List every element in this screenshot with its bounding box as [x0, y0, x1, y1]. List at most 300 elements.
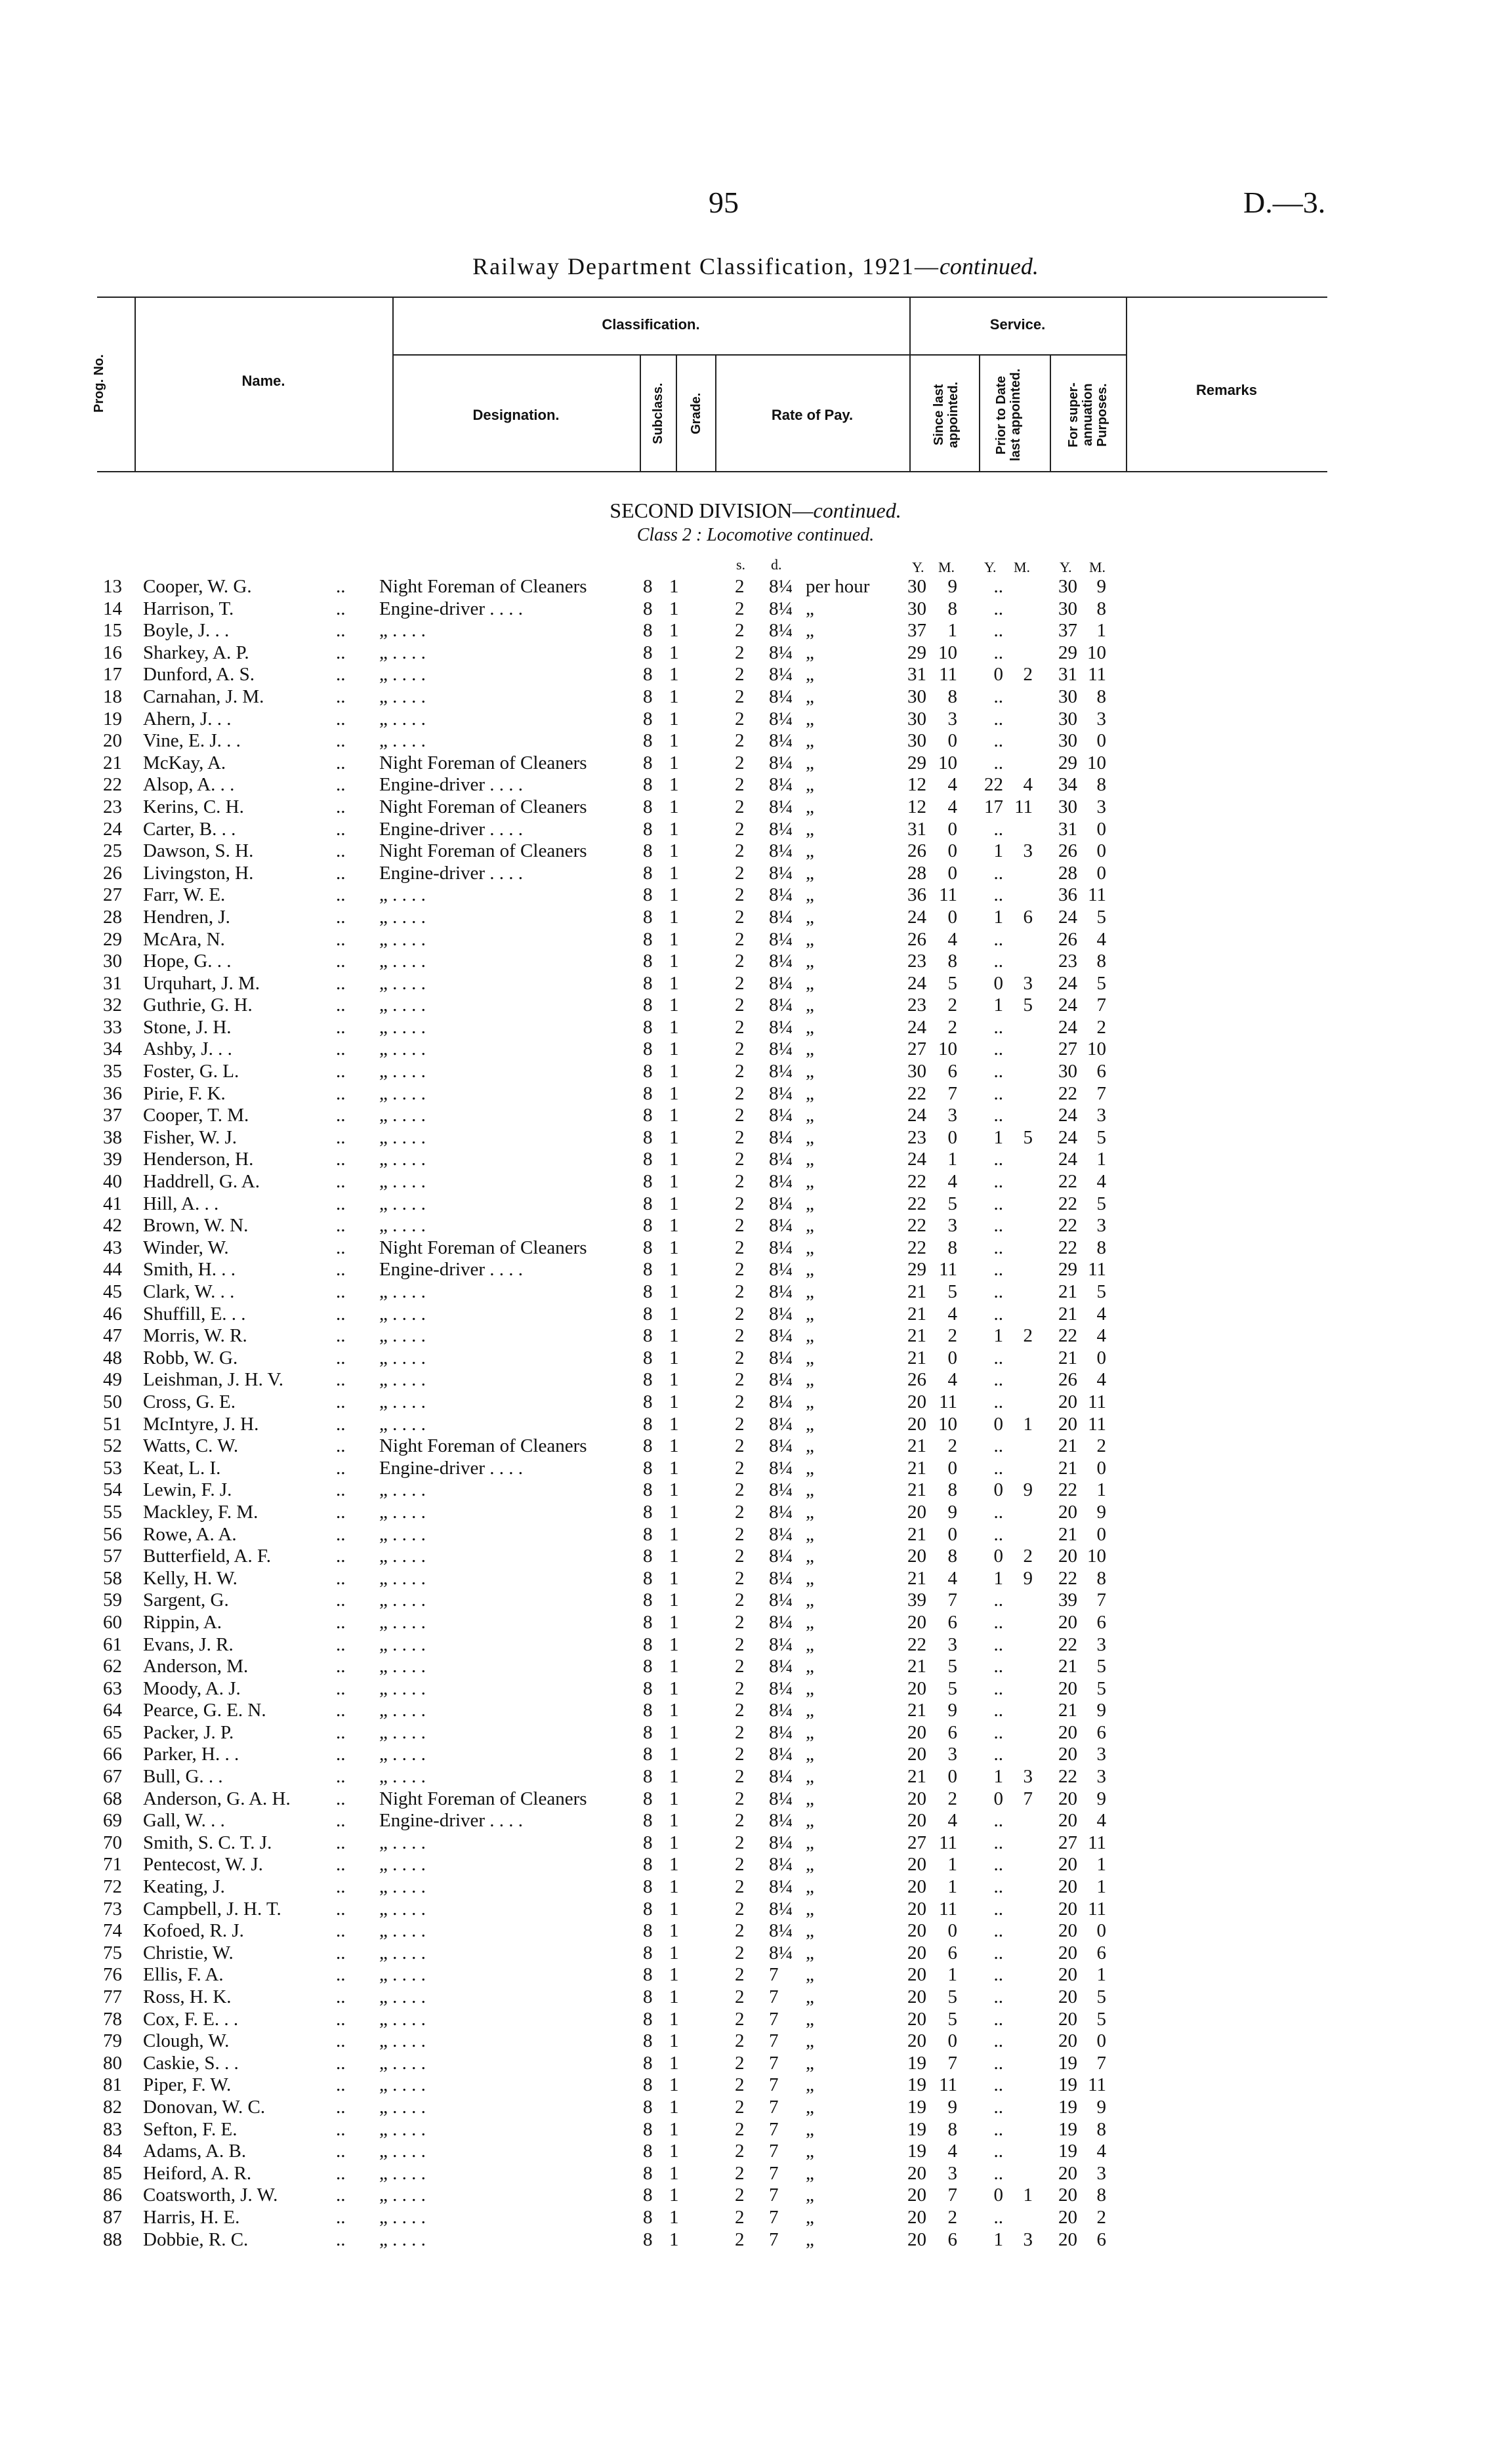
- leader-dots: ..: [336, 2008, 346, 2030]
- since-years: 29: [907, 752, 926, 773]
- leader-dots: ..: [336, 1700, 346, 1721]
- prior-years: ..: [993, 1700, 1003, 1721]
- table-row: [0, 1369, 1511, 1391]
- super-months: 1: [1096, 1854, 1106, 1876]
- staff-name: Kerins, C. H.: [143, 796, 244, 817]
- staff-table-body: [0, 576, 1511, 2251]
- since-months: 0: [947, 1920, 957, 1942]
- subclass: 8: [643, 1105, 653, 1126]
- subclass: 8: [643, 1942, 653, 1963]
- grade: 1: [669, 1369, 679, 1391]
- service-header: Service.: [989, 316, 1046, 333]
- since-months: 4: [947, 1567, 957, 1589]
- prog-no: 65: [103, 1721, 122, 1743]
- pay-pence: 8¼: [769, 642, 793, 663]
- table-row: [0, 1634, 1511, 1656]
- since-months: 5: [947, 972, 957, 994]
- grade: 1: [669, 928, 679, 950]
- pay-pence: 8¼: [769, 1744, 793, 1765]
- staff-name: Carnahan, J. M.: [143, 686, 264, 707]
- table-row: [0, 1193, 1511, 1216]
- subclass: 8: [643, 752, 653, 773]
- subclass: 8: [643, 708, 653, 729]
- pay-pence: 8¼: [769, 1523, 793, 1545]
- divider: [640, 354, 641, 472]
- grade: 1: [669, 1590, 679, 1611]
- super-years: 29: [1058, 752, 1077, 773]
- service-rule: [909, 354, 1126, 356]
- since-years: 21: [907, 1457, 926, 1479]
- table-row: [0, 774, 1511, 796]
- pay-period: „: [806, 642, 814, 663]
- since-months: 8: [947, 598, 957, 619]
- since-years: 21: [907, 1700, 926, 1721]
- subclass: 8: [643, 1656, 653, 1677]
- super-years: 20: [1058, 1413, 1077, 1435]
- staff-name: Donovan, W. C.: [143, 2096, 266, 2118]
- leader-dots: ..: [336, 1457, 346, 1479]
- prior-years: ..: [993, 1721, 1003, 1743]
- grade: 1: [669, 1721, 679, 1743]
- subclass: 8: [643, 1876, 653, 1898]
- pay-pence: 8¼: [769, 1413, 793, 1435]
- prog-no: 41: [103, 1193, 122, 1214]
- grade: 1: [669, 1546, 679, 1567]
- table-row: [0, 1325, 1511, 1347]
- leader-dots: ..: [336, 1126, 346, 1148]
- staff-name: Mackley, F. M.: [143, 1501, 259, 1523]
- pay-period: „: [806, 2118, 814, 2140]
- super-months: 1: [1096, 620, 1106, 642]
- subclass: 8: [643, 1567, 653, 1589]
- table-row: [0, 1766, 1511, 1788]
- super-months: 7: [1096, 995, 1106, 1016]
- since-years: 21: [907, 1325, 926, 1347]
- super-years: 21: [1058, 1700, 1077, 1721]
- table-row: [0, 884, 1511, 907]
- designation: „ . . . .: [379, 1149, 426, 1170]
- staff-name: Anderson, M.: [143, 1656, 249, 1677]
- super-years: 26: [1058, 1369, 1077, 1391]
- since-months: 8: [947, 1237, 957, 1258]
- prior-years: ..: [993, 1215, 1003, 1237]
- table-row: [0, 2097, 1511, 2119]
- prior-years: 1: [993, 906, 1003, 928]
- prog-no: 82: [103, 2096, 122, 2118]
- grade: 1: [669, 1964, 679, 1986]
- pay-pence: 8¼: [769, 796, 793, 817]
- prog-no: 19: [103, 708, 122, 729]
- pay-period: „: [806, 1700, 814, 1721]
- since-months: 2: [947, 1788, 957, 1809]
- table-row: [0, 1127, 1511, 1149]
- table-row: [0, 1347, 1511, 1370]
- super-years: 34: [1058, 774, 1077, 796]
- pay-shillings: 2: [735, 1854, 745, 1876]
- pay-period: „: [806, 1215, 814, 1237]
- prior-years: ..: [993, 1061, 1003, 1082]
- pay-period: „: [806, 1303, 814, 1324]
- table-row: [0, 907, 1511, 929]
- designation: Engine-driver . . . .: [379, 774, 524, 796]
- since-years: 21: [907, 1656, 926, 1677]
- pay-period: „: [806, 2052, 814, 2074]
- pay-pence: 7: [769, 2118, 779, 2140]
- super-months: 4: [1096, 1810, 1106, 1832]
- designation: Night Foreman of Cleaners: [379, 1788, 587, 1809]
- prior-years: ..: [993, 1677, 1003, 1699]
- staff-name: Anderson, G. A. H.: [143, 1788, 291, 1809]
- prior-years: ..: [993, 1193, 1003, 1214]
- subclass: 8: [643, 796, 653, 817]
- prog-no: 34: [103, 1038, 122, 1060]
- grade: 1: [669, 2141, 679, 2162]
- unit-shillings: s.: [736, 556, 746, 573]
- since-months: 5: [947, 1986, 957, 2007]
- subclass: 8: [643, 1898, 653, 1920]
- class-heading: Class 2 : Locomotive continued.: [636, 525, 875, 545]
- leader-dots: ..: [336, 1567, 346, 1589]
- since-years: 20: [907, 1876, 926, 1898]
- since-months: 0: [947, 840, 957, 862]
- since-years: 20: [907, 1920, 926, 1942]
- super-months: 0: [1096, 862, 1106, 884]
- pay-pence: 7: [769, 2228, 779, 2250]
- grade: 1: [669, 884, 679, 906]
- pay-period: „: [806, 2185, 814, 2206]
- super-months: 4: [1096, 1369, 1106, 1391]
- table-row: [0, 1810, 1511, 1832]
- since-years: 20: [907, 1611, 926, 1633]
- prior-years: 1: [993, 840, 1003, 862]
- grade: 1: [669, 620, 679, 642]
- remarks-header: Remarks: [1196, 382, 1257, 398]
- since-months: 4: [947, 2141, 957, 2162]
- prior-years: 0: [993, 2185, 1003, 2206]
- pay-pence: 8¼: [769, 1832, 793, 1853]
- pay-shillings: 2: [735, 1391, 745, 1412]
- designation: Night Foreman of Cleaners: [379, 840, 587, 862]
- pay-pence: 8¼: [769, 906, 793, 928]
- unit-months: M.: [1089, 559, 1106, 575]
- super-months: 10: [1087, 1546, 1106, 1567]
- designation: „ . . . .: [379, 884, 426, 906]
- since-years: 24: [907, 1016, 926, 1038]
- prior-years: 0: [993, 1479, 1003, 1501]
- pay-shillings: 2: [735, 1546, 745, 1567]
- prog-no: 74: [103, 1920, 122, 1942]
- pay-shillings: 2: [735, 2052, 745, 2074]
- prior-years: ..: [993, 1435, 1003, 1457]
- pay-pence: 8¼: [769, 1016, 793, 1038]
- pay-period: „: [806, 1038, 814, 1060]
- since-months: 6: [947, 1611, 957, 1633]
- pay-shillings: 2: [735, 928, 745, 950]
- designation: „ . . . .: [379, 2141, 426, 2162]
- super-months: 11: [1088, 1413, 1106, 1435]
- subclass: 8: [643, 1479, 653, 1501]
- pay-shillings: 2: [735, 1766, 745, 1788]
- prior-months: 3: [1023, 972, 1033, 994]
- grade: 1: [669, 1898, 679, 1920]
- staff-name: Ashby, J. . .: [143, 1038, 232, 1060]
- since-years: 20: [907, 1744, 926, 1765]
- table-row: [0, 2009, 1511, 2031]
- designation: Engine-driver . . . .: [379, 862, 524, 884]
- staff-name: Vine, E. J. . .: [143, 730, 241, 752]
- prog-no: 68: [103, 1788, 122, 1809]
- since-years: 23: [907, 951, 926, 972]
- table-row: [0, 1304, 1511, 1326]
- prog-no: 18: [103, 686, 122, 707]
- prior-years: ..: [993, 2162, 1003, 2184]
- prior-years: ..: [993, 642, 1003, 663]
- subclass: 8: [643, 1325, 653, 1347]
- prior-months: 4: [1023, 774, 1033, 796]
- leader-dots: ..: [336, 1766, 346, 1788]
- grade: 1: [669, 730, 679, 752]
- since-months: 10: [938, 642, 957, 663]
- since-years: 21: [907, 1303, 926, 1324]
- since-years: 19: [907, 2096, 926, 2118]
- pay-pence: 8¼: [769, 928, 793, 950]
- prog-no: 64: [103, 1700, 122, 1721]
- subclass: 8: [643, 1677, 653, 1699]
- pay-period: „: [806, 2206, 814, 2228]
- designation: „ . . . .: [379, 1038, 426, 1060]
- prior-months: 3: [1023, 1766, 1033, 1788]
- pay-shillings: 2: [735, 1700, 745, 1721]
- since-years: 20: [907, 1677, 926, 1699]
- prior-years: 1: [993, 1766, 1003, 1788]
- pay-period: „: [806, 1016, 814, 1038]
- prog-no: 49: [103, 1369, 122, 1391]
- subclass: 8: [643, 1149, 653, 1170]
- designation: Night Foreman of Cleaners: [379, 752, 587, 773]
- pay-shillings: 2: [735, 995, 745, 1016]
- super-years: 30: [1058, 598, 1077, 619]
- staff-name: Cooper, T. M.: [143, 1105, 249, 1126]
- staff-name: Guthrie, G. H.: [143, 995, 253, 1016]
- super-months: 0: [1096, 1920, 1106, 1942]
- subclass: 8: [643, 1986, 653, 2007]
- prior-years: 1: [993, 1567, 1003, 1589]
- since-years: 26: [907, 840, 926, 862]
- prior-years: ..: [993, 1744, 1003, 1765]
- prior-years: ..: [993, 576, 1003, 597]
- table-row: [0, 1678, 1511, 1700]
- table-row: [0, 664, 1511, 686]
- since-years: 24: [907, 906, 926, 928]
- leader-dots: ..: [336, 1413, 346, 1435]
- pay-shillings: 2: [735, 642, 745, 663]
- grade: 1: [669, 1766, 679, 1788]
- staff-name: Cooper, W. G.: [143, 576, 252, 597]
- since-years: 29: [907, 1259, 926, 1281]
- pay-pence: 7: [769, 2074, 779, 2096]
- grade: 1: [669, 1435, 679, 1457]
- staff-name: Boyle, J. . .: [143, 620, 230, 642]
- pay-pence: 8¼: [769, 1082, 793, 1104]
- pay-period: „: [806, 1259, 814, 1281]
- super-years: 22: [1058, 1215, 1077, 1237]
- leader-dots: ..: [336, 664, 346, 686]
- pay-shillings: 2: [735, 1656, 745, 1677]
- super-months: 9: [1096, 1501, 1106, 1523]
- grade: 1: [669, 995, 679, 1016]
- designation: „ . . . .: [379, 1105, 426, 1126]
- pay-pence: 8¼: [769, 1942, 793, 1963]
- pay-shillings: 2: [735, 730, 745, 752]
- grade: 1: [669, 1788, 679, 1809]
- designation: „ . . . .: [379, 2008, 426, 2030]
- pay-shillings: 2: [735, 2008, 745, 2030]
- prog-no: 76: [103, 1964, 122, 1986]
- super-months: 4: [1096, 928, 1106, 950]
- prog-no: 70: [103, 1832, 122, 1853]
- designation: „ . . . .: [379, 1546, 426, 1567]
- since-months: 3: [947, 2162, 957, 2184]
- leader-dots: ..: [336, 1149, 346, 1170]
- prog-no: 15: [103, 620, 122, 642]
- table-row: [0, 796, 1511, 819]
- prog-no: 24: [103, 818, 122, 840]
- designation: Engine-driver . . . .: [379, 818, 524, 840]
- pay-shillings: 2: [735, 2141, 745, 2162]
- staff-name: Piper, F. W.: [143, 2074, 232, 2096]
- prior-years: ..: [993, 951, 1003, 972]
- staff-name: Packer, J. P.: [143, 1721, 234, 1743]
- prog-no: 31: [103, 972, 122, 994]
- super-months: 8: [1096, 1567, 1106, 1589]
- staff-name: Keating, J.: [143, 1876, 225, 1898]
- since-months: 0: [947, 1766, 957, 1788]
- pay-pence: 7: [769, 1986, 779, 2007]
- leader-dots: ..: [336, 2052, 346, 2074]
- leader-dots: ..: [336, 774, 346, 796]
- pay-shillings: 2: [735, 796, 745, 817]
- pay-period: „: [806, 598, 814, 619]
- grade: 1: [669, 840, 679, 862]
- leader-dots: ..: [336, 1082, 346, 1104]
- pay-pence: 7: [769, 2206, 779, 2228]
- designation: „ . . . .: [379, 1744, 426, 1765]
- since-months: 0: [947, 1347, 957, 1368]
- super-years: 20: [1058, 1810, 1077, 1832]
- prog-no: 50: [103, 1391, 122, 1412]
- prior-months: 2: [1023, 1325, 1033, 1347]
- pay-shillings: 2: [735, 2074, 745, 2096]
- pay-pence: 8¼: [769, 1215, 793, 1237]
- staff-name: Bull, G. . .: [143, 1766, 223, 1788]
- table-row: [0, 2229, 1511, 2251]
- table-row: [0, 973, 1511, 995]
- since-months: 4: [947, 1369, 957, 1391]
- since-months: 10: [938, 1038, 957, 1060]
- designation: „ . . . .: [379, 1656, 426, 1677]
- grade: 1: [669, 1633, 679, 1655]
- grade: 1: [669, 598, 679, 619]
- super-years: 19: [1058, 2052, 1077, 2074]
- designation: „ . . . .: [379, 1633, 426, 1655]
- since-months: 6: [947, 1942, 957, 1963]
- super-months: 6: [1096, 1061, 1106, 1082]
- leader-dots: ..: [336, 730, 346, 752]
- pay-pence: 8¼: [769, 1546, 793, 1567]
- staff-name: Smith, H. . .: [143, 1259, 236, 1281]
- prior-years: ..: [993, 884, 1003, 906]
- leader-dots: ..: [336, 1633, 346, 1655]
- super-months: 11: [1088, 664, 1106, 686]
- pay-pence: 8¼: [769, 1325, 793, 1347]
- staff-name: Parker, H. . .: [143, 1744, 239, 1765]
- division-title: SECOND DIVISION—: [610, 499, 814, 522]
- pay-shillings: 2: [735, 752, 745, 773]
- prior-years: 0: [993, 1413, 1003, 1435]
- pay-shillings: 2: [735, 1788, 745, 1809]
- since-months: 8: [947, 686, 957, 707]
- designation: „ . . . .: [379, 1854, 426, 1876]
- since-months: 2: [947, 1435, 957, 1457]
- subclass: 8: [643, 995, 653, 1016]
- prior-months: 2: [1023, 664, 1033, 686]
- staff-name: Christie, W.: [143, 1942, 234, 1963]
- super-years: 30: [1058, 686, 1077, 707]
- designation: „ . . . .: [379, 1567, 426, 1589]
- pay-pence: 8¼: [769, 708, 793, 729]
- since-years: 20: [907, 1788, 926, 1809]
- pay-period: „: [806, 1788, 814, 1809]
- pay-period: „: [806, 1501, 814, 1523]
- pay-period: per hour: [806, 576, 870, 597]
- pay-pence: 8¼: [769, 1656, 793, 1677]
- designation: „ . . . .: [379, 2096, 426, 2118]
- pay-period: „: [806, 1942, 814, 1963]
- since-months: 3: [947, 1633, 957, 1655]
- super-months: 8: [1096, 951, 1106, 972]
- leader-dots: ..: [336, 1501, 346, 1523]
- prior-years: ..: [993, 1920, 1003, 1942]
- prog-no: 86: [103, 2185, 122, 2206]
- staff-name: Brown, W. N.: [143, 1215, 249, 1237]
- prog-no: 78: [103, 2008, 122, 2030]
- prog-no: 46: [103, 1303, 122, 1324]
- pay-shillings: 2: [735, 1590, 745, 1611]
- pay-period: „: [806, 1082, 814, 1104]
- leader-dots: ..: [336, 862, 346, 884]
- staff-name: Pentecost, W. J.: [143, 1854, 263, 1876]
- unit-years: Y.: [1060, 559, 1072, 575]
- since-months: 0: [947, 1457, 957, 1479]
- pay-pence: 7: [769, 2162, 779, 2184]
- since-months: 11: [939, 664, 957, 686]
- pay-shillings: 2: [735, 1964, 745, 1986]
- designation: „ . . . .: [379, 2185, 426, 2206]
- leader-dots: ..: [336, 686, 346, 707]
- since-years: 21: [907, 1435, 926, 1457]
- pay-shillings: 2: [735, 598, 745, 619]
- since-years: 21: [907, 1479, 926, 1501]
- since-years: 26: [907, 928, 926, 950]
- prog-no-header: Prog. No.: [92, 354, 106, 413]
- super-months: 2: [1096, 1016, 1106, 1038]
- pay-shillings: 2: [735, 1920, 745, 1942]
- super-years: 19: [1058, 2074, 1077, 2096]
- staff-name: Moody, A. J.: [143, 1677, 241, 1699]
- subclass: 8: [643, 1457, 653, 1479]
- table-row: [0, 1391, 1511, 1414]
- super-years: 19: [1058, 2141, 1077, 2162]
